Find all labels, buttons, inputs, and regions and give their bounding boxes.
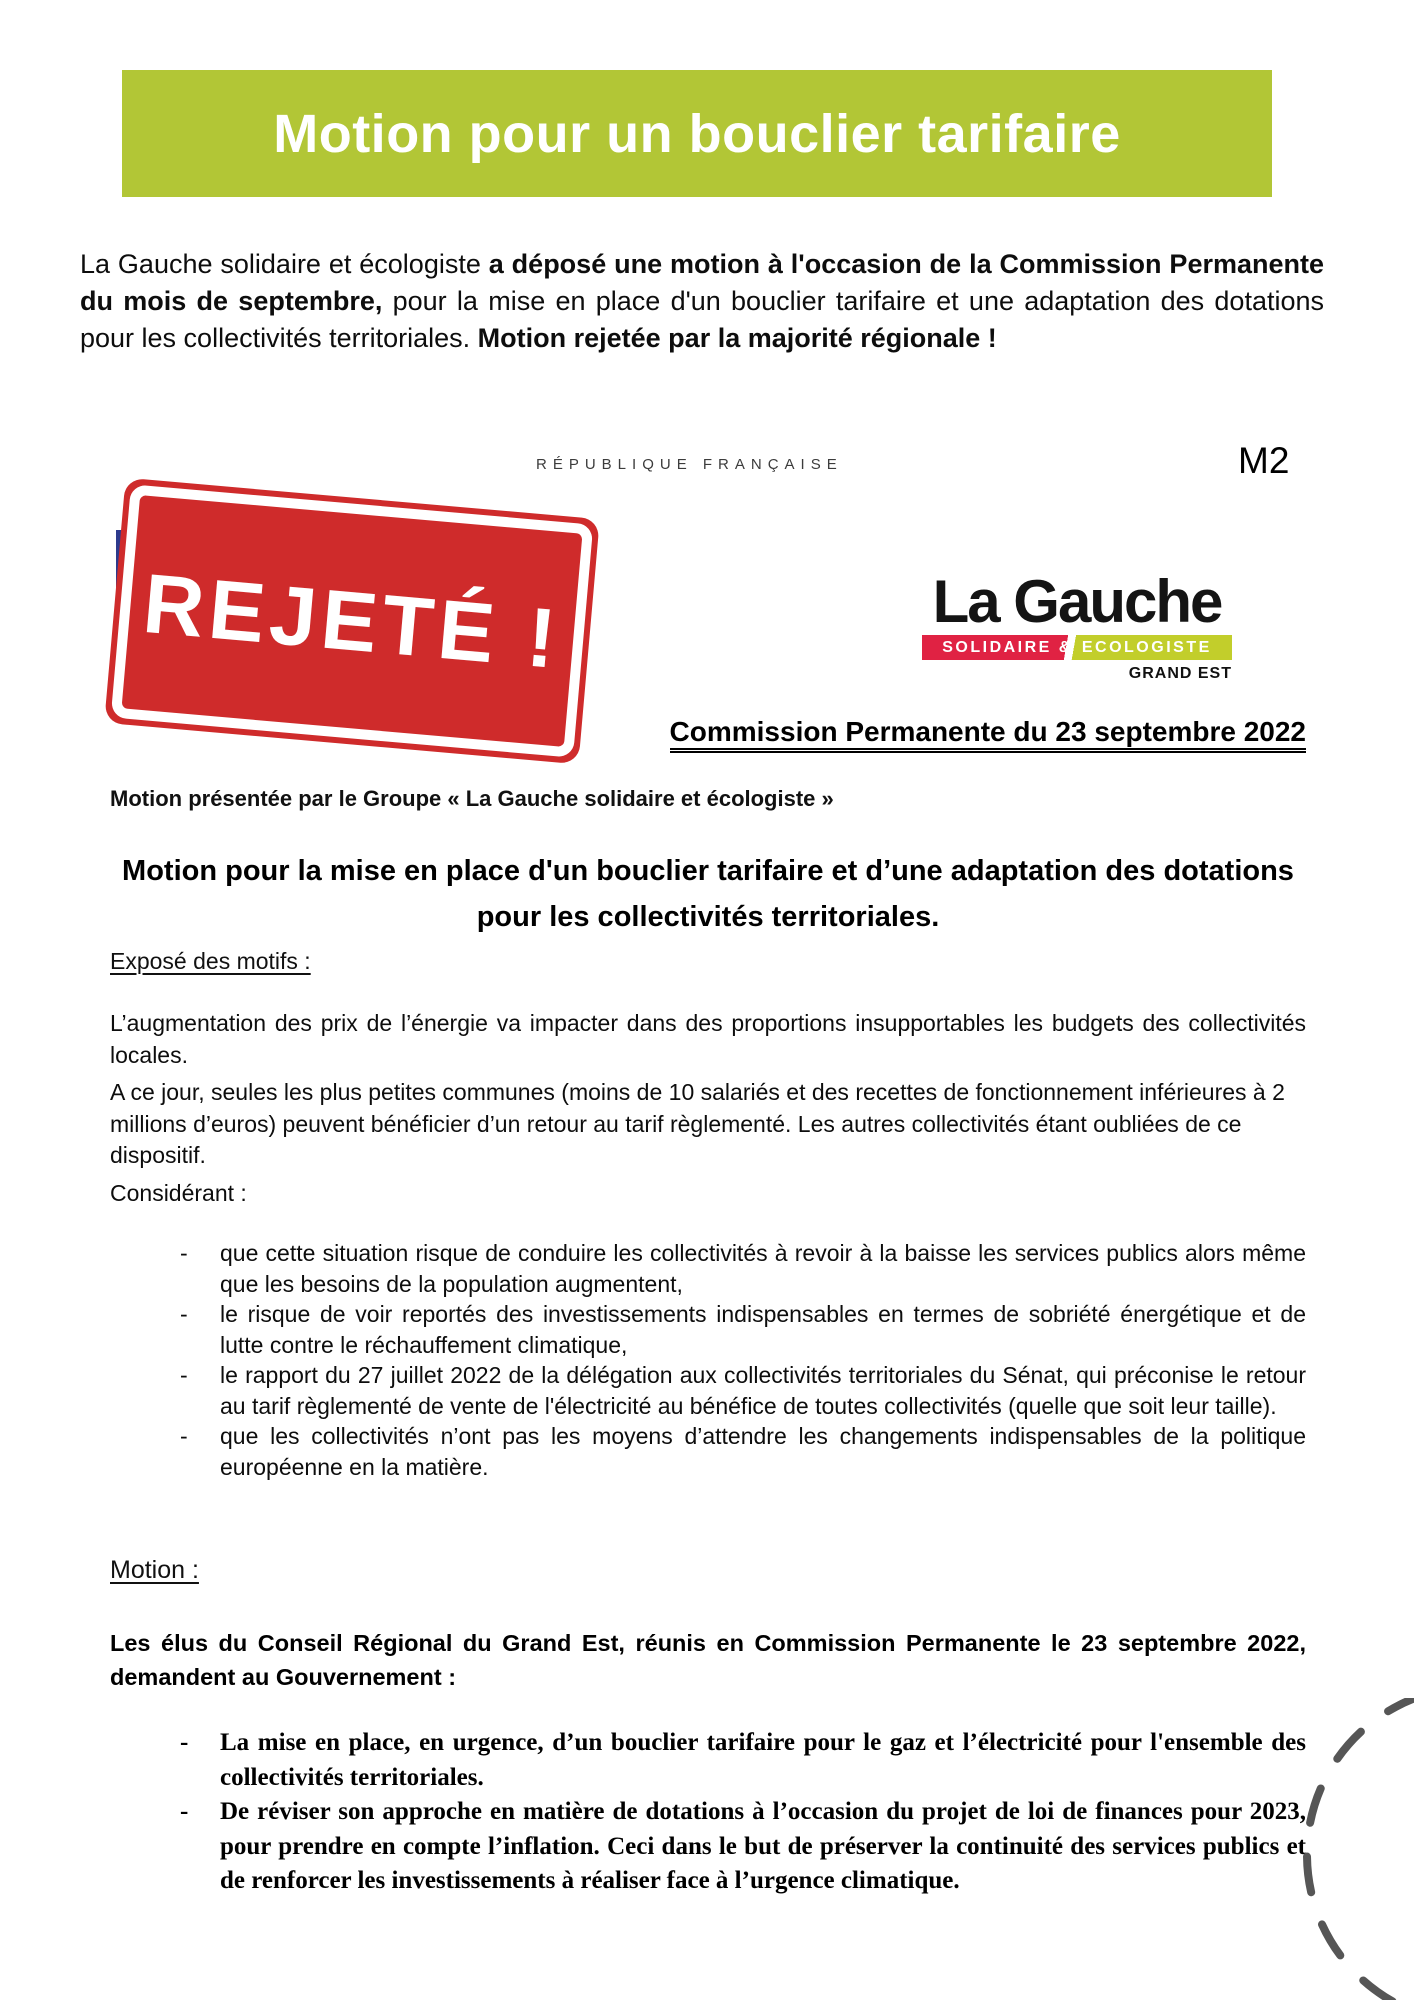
intro-run-2-bold: a déposé une motion à l'occasion de la Commission Permanente du mois de septembre, (80, 249, 1324, 316)
list-item (110, 1238, 1306, 1299)
list-item-text: le risque de voir reportés des investissements indispensables en termes de sobriété énergétique et de lutte contre le réchauffement climatique, (220, 1301, 1306, 1358)
intro-run-4-bold: Motion rejetée par la majorité régionale ! (477, 323, 997, 353)
paragraph-communes: A ce jour, seules les plus petites communes (moins de 10 salariés et des recettes de fonctionnement inférieures à 2 millions d’euros) peuvent bénéficier d’un retour au tarif règlementé. Les autres collectivités étant oubliées de ce dispositif. (110, 1079, 1285, 1168)
paragraph-considerant: Considérant : (110, 1179, 247, 1206)
list-item (110, 1795, 1306, 1899)
motion-heading (110, 1556, 199, 1585)
expose-heading (110, 948, 311, 975)
motion-heading-text: Motion : (110, 1556, 199, 1584)
list-item (110, 1360, 1306, 1421)
logo-tagline-left: SOLIDAIRE & (942, 638, 1073, 656)
presented-by-line: Motion présentée par le Groupe « La Gauche solidaire et écologiste » (110, 786, 834, 811)
paragraph-energy: L’augmentation des prix de l’énergie va impacter dans des proportions insupportables les budgets des collectivités locales. (110, 1010, 1306, 1068)
expose-body (110, 1008, 1306, 1209)
republique-francaise-label: RÉPUBLIQUE FRANÇAISE (536, 456, 843, 473)
rejected-stamp-text: REJETÉ ! (139, 555, 565, 686)
logo-tagline-right: ECOLOGISTE (1081, 638, 1212, 656)
list-item-text: le rapport du 27 juillet 2022 de la délégation aux collectivités territoriales du Sénat, qui préconise le retour au tarif règlementé de vente de l'électricité au bénéfice de toutes collectivités (quelle que soit leur taille). (220, 1362, 1306, 1419)
logo-tagline-bar (922, 635, 1232, 660)
list-item-text: La mise en place, en urgence, d’un bouclier tarifaire pour le gaz et l’électricité pour l'ensemble des collectivités territoriales. (220, 1729, 1306, 1791)
doc-ref-label: M2 (1238, 440, 1290, 481)
page-banner (122, 70, 1272, 197)
list-item-text: que les collectivités n’ont pas les moyens d’attendre les changements indispensables de la politique européenne en la matière. (220, 1423, 1306, 1480)
intro-run-1: La Gauche solidaire et écologiste (80, 249, 489, 279)
demands-list (110, 1726, 1306, 1899)
considerations-list (110, 1238, 1306, 1482)
intro-paragraph (80, 246, 1324, 357)
list-item (110, 1421, 1306, 1482)
session-line (110, 716, 1306, 748)
session-text: Commission Permanente du 23 septembre 2022 (670, 716, 1306, 753)
motion-title: Motion pour la mise en place d'un bouclier tarifaire et d’une adaptation des dotations pour les collectivités territoriales. (122, 855, 1294, 933)
logo-region: GRAND EST (1128, 665, 1232, 682)
intro-run-3: pour la mise en place d'un bouclier tarifaire et une adaptation des dotations pour les collectivités territoriales. (80, 286, 1324, 353)
la-gauche-logo (922, 568, 1232, 683)
list-item-text: De réviser son approche en matière de dotations à l’occasion du projet de loi de finances pour 2023, pour prendre en compte l’inflation. Ceci dans le but de préserver la continuité des services publics et de renforcer les investissements à réaliser face à l’urgence climatique. (220, 1798, 1306, 1894)
list-item (110, 1726, 1306, 1795)
list-item (110, 1299, 1306, 1360)
banner-title: Motion pour un bouclier tarifaire (273, 103, 1121, 164)
rejected-stamp (122, 495, 583, 747)
resolution-paragraph: Les élus du Conseil Régional du Grand Est, réunis en Commission Permanente le 23 septembre 2022, demandent au Gouvernement : (110, 1630, 1306, 1690)
dashed-circle-decoration (1290, 1698, 1414, 2000)
logo-name: La Gauche (932, 568, 1222, 635)
list-item-text: que cette situation risque de conduire les collectivités à revoir à la baisse les services publics alors même que les besoins de la population augmentent, (220, 1240, 1306, 1297)
expose-heading-text: Exposé des motifs : (110, 948, 311, 974)
